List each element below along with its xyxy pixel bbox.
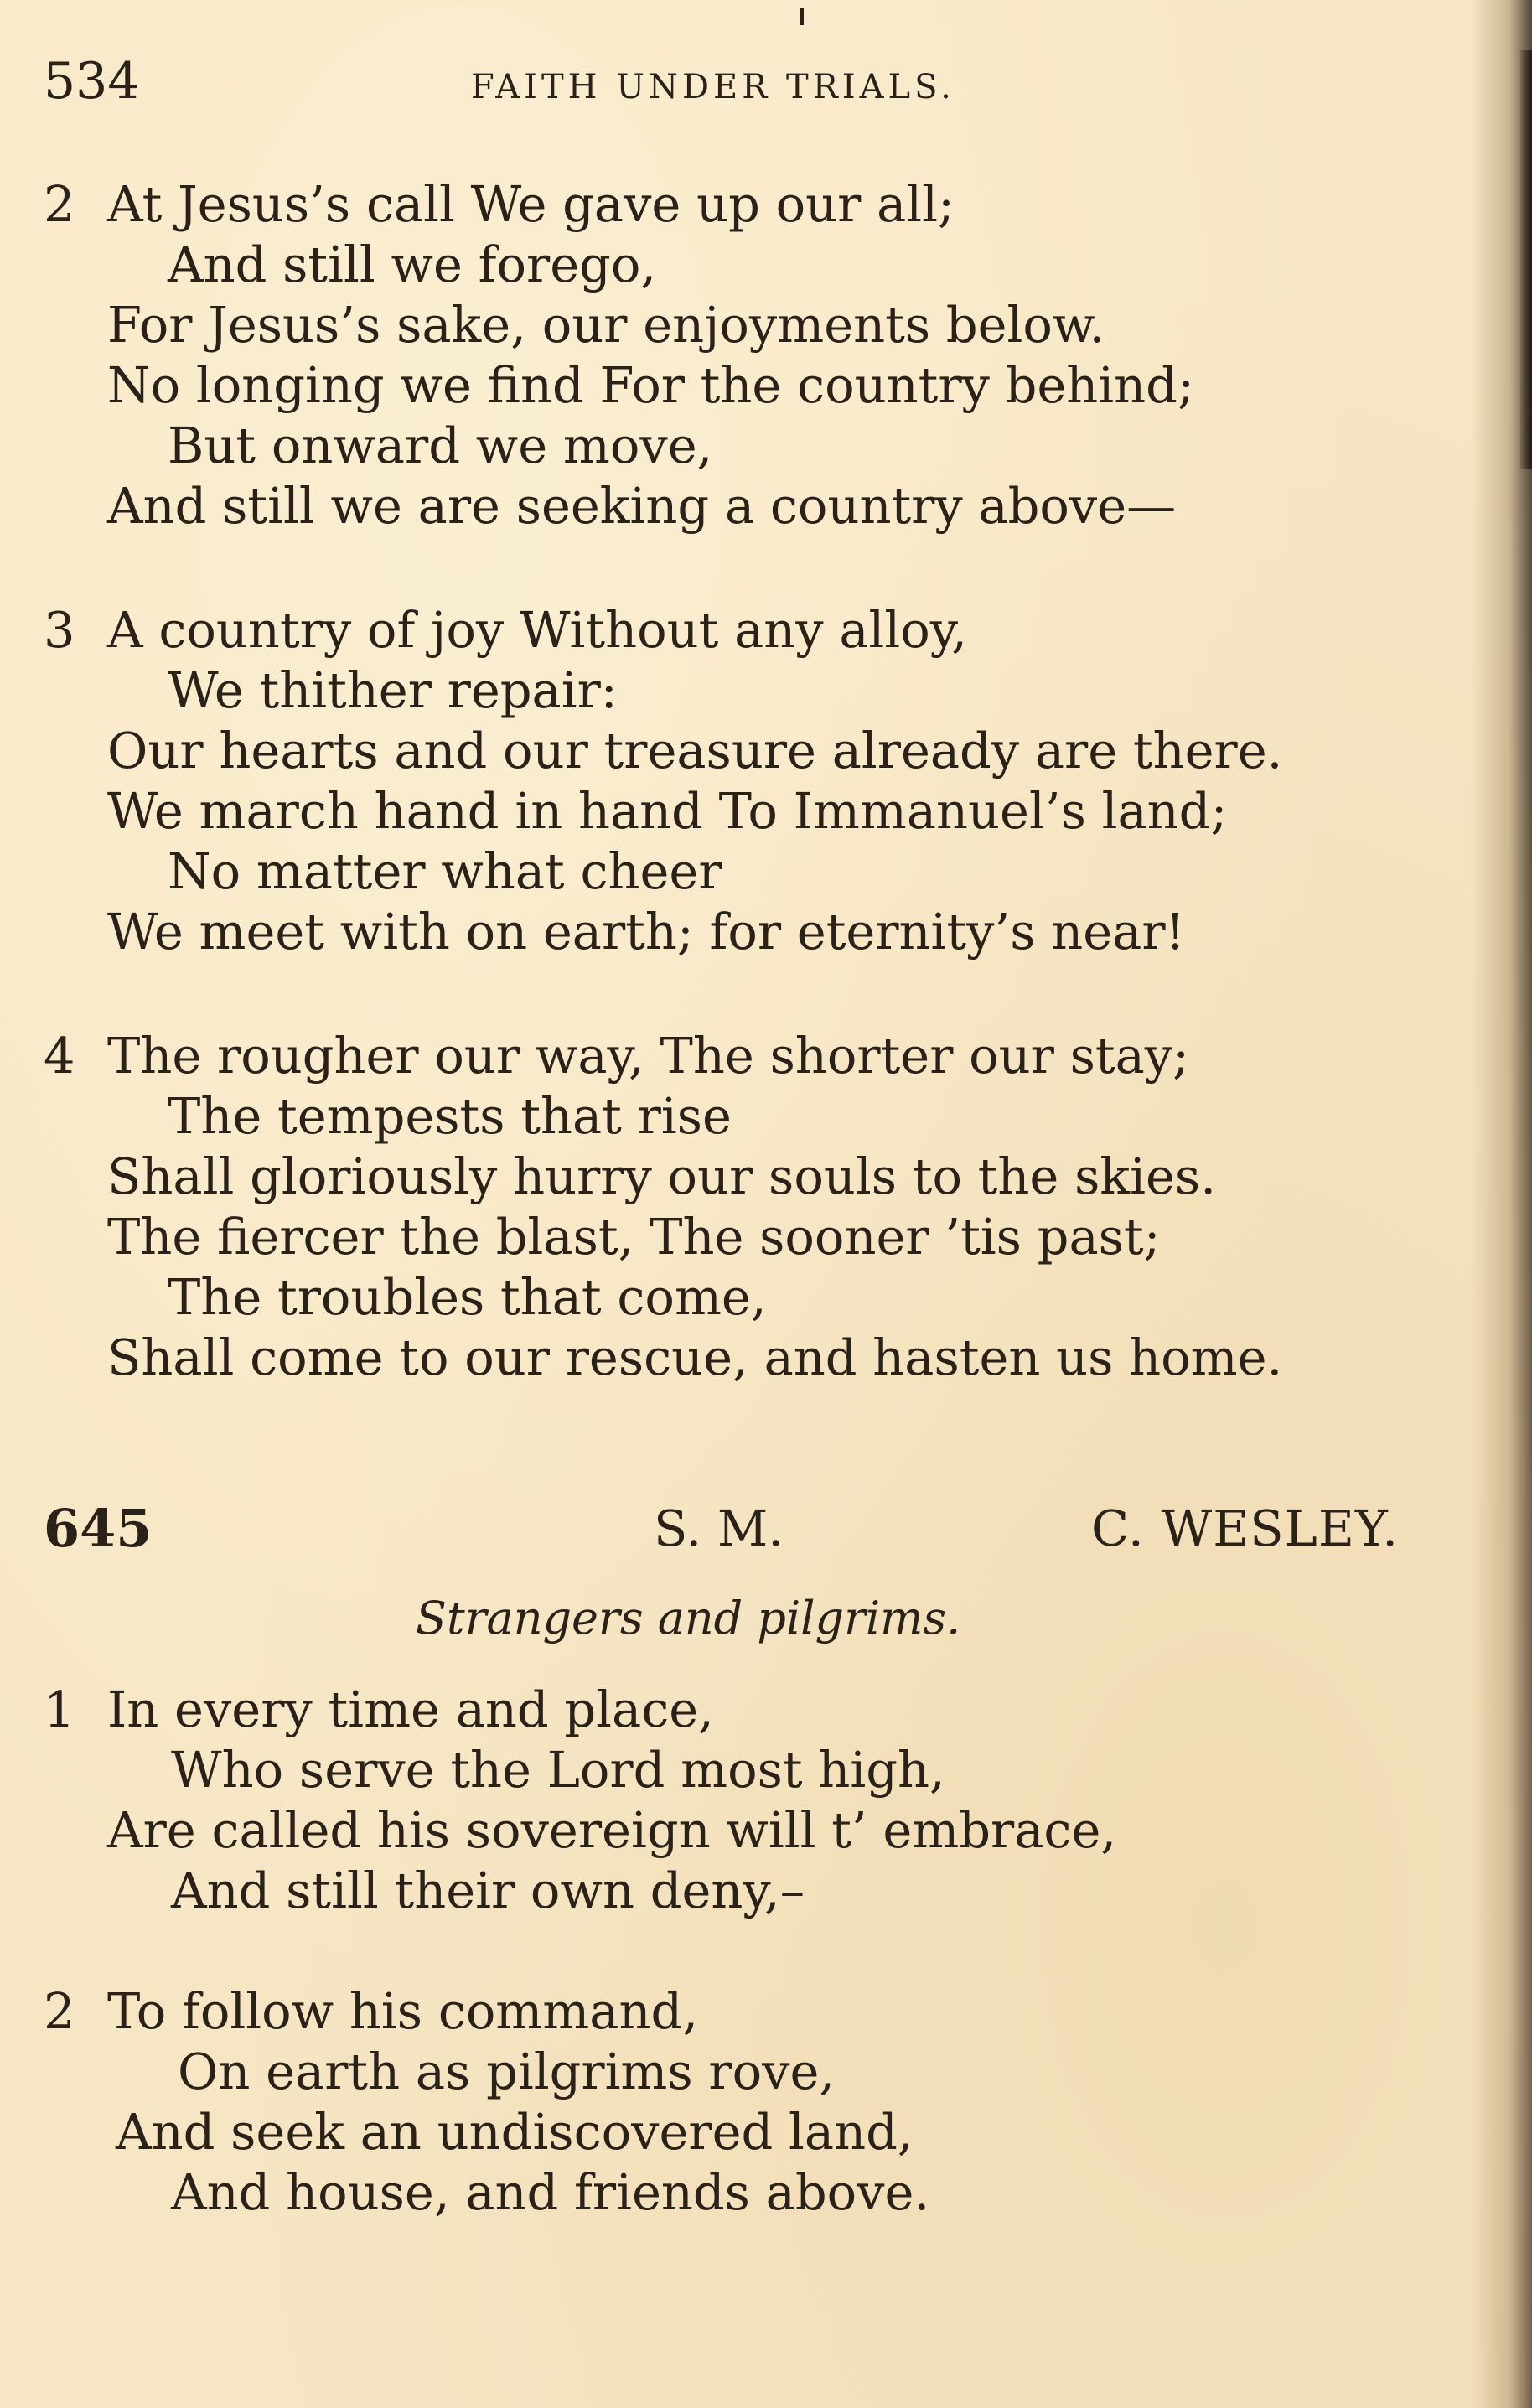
verse-line: The fiercer the blast, The sooner ’tis past; (107, 1208, 1161, 1266)
verse-line: No matter what cheer (168, 842, 722, 900)
verse-line: Who serve the Lord most high, (171, 1741, 945, 1799)
verse-line: We meet with on earth; for eternity’s near! (107, 903, 1186, 961)
verse-line: And still their own deny,– (171, 1862, 805, 1919)
hymn-meter: S. M. (654, 1499, 784, 1557)
verse-line: The troubles that come, (168, 1268, 767, 1326)
stanza-number: 2 (44, 1982, 75, 2040)
verse-line: No longing we find For the country behind; (107, 356, 1194, 414)
verse-line: Shall come to our rescue, and hasten us home. (107, 1328, 1283, 1386)
verse-line: The rougher our way, The shorter our stay; (107, 1027, 1189, 1085)
stanza-number: 4 (44, 1027, 75, 1085)
verse-line: And still we forego, (168, 236, 657, 293)
verse-line: Are called his sovereign will t’ embrace, (107, 1801, 1117, 1859)
running-head: FAITH UNDER TRIALS. (471, 68, 955, 106)
verse-line: At Jesus’s call We gave up our all; (107, 175, 955, 233)
verse-line: And house, and friends above. (171, 2163, 930, 2221)
verse-line: But onward we move, (168, 417, 713, 474)
page-number: 534 (44, 52, 140, 111)
hymn-number: 645 (44, 1498, 153, 1559)
verse-line: Our hearts and our treasure already are there. (107, 722, 1283, 779)
stanza-number: 2 (44, 175, 75, 233)
hymn-author: C. WESLEY. (1091, 1499, 1400, 1557)
hymn-subtitle: Strangers and pilgrims. (416, 1592, 961, 1644)
verse-line: We thither repair: (168, 661, 618, 719)
verse-line: A country of joy Without any alloy, (107, 601, 968, 659)
stanza-number: 1 (44, 1680, 75, 1738)
stanza-number: 3 (44, 601, 75, 659)
verse-line: In every time and place, (107, 1680, 714, 1738)
verse-line: And still we are seeking a country above— (107, 477, 1177, 535)
page-header (44, 52, 1418, 111)
print-mark (800, 8, 804, 25)
verse-line: To follow his command, (107, 1982, 698, 2040)
page-edge-shadow (1520, 50, 1532, 469)
verse-line: Shall gloriously hurry our souls to the skies. (107, 1147, 1216, 1205)
verse-line: On earth as pilgrims rove, (178, 2043, 836, 2100)
verse-line: For Jesus’s sake, our enjoyments below. (107, 296, 1105, 354)
verse-line: And seek an undiscovered land, (116, 2103, 914, 2161)
verse-line: We march hand in hand To Immanuel’s land; (107, 782, 1228, 840)
verse-line: The tempests that rise (168, 1087, 732, 1145)
